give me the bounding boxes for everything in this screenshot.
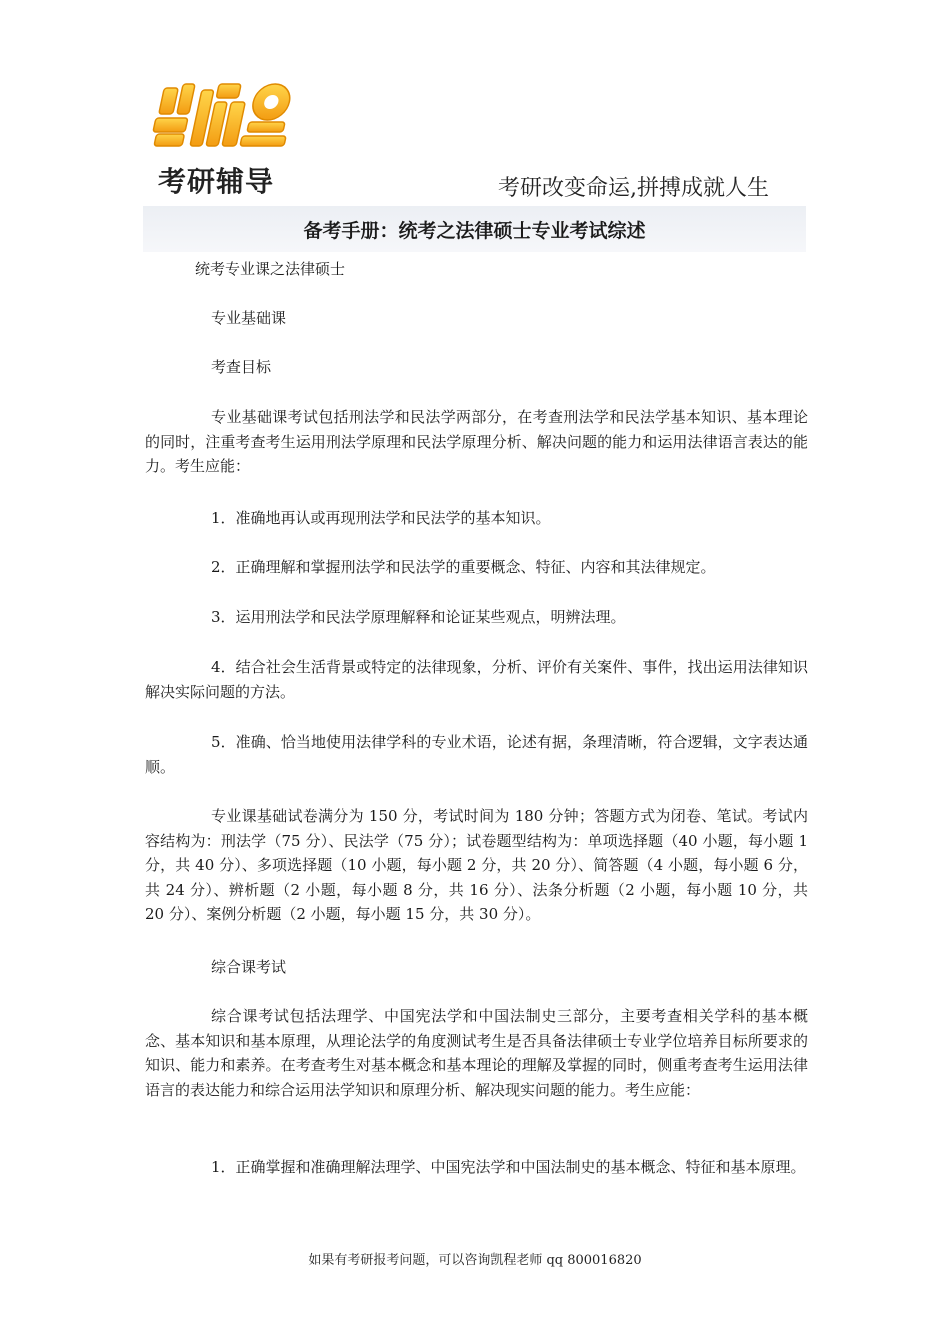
list-item: 4．结合社会生活背景或特定的法律现象，分析、评价有关案件、事件，找出运用法律知识解决实际问题的方法。 [145,658,808,701]
subheading-basic-course: 专业基础课 [211,309,287,327]
header-slogan: 考研改变命运,拼搏成就人生 [498,176,769,201]
document-title: 备考手册：统考之法律硕士专业考试综述 [303,220,646,242]
list-item: 2．正确理解和掌握刑法学和民法学的重要概念、特征、内容和其法律规定。 [211,558,716,576]
list-item: 3．运用刑法学和民法学原理解释和论证某些观点，明辨法理。 [211,608,626,626]
page-footer: 如果有考研报考问题，可以咨询凯程老师 qq 800016820 [308,1253,642,1268]
logo-subtitle: 考研辅导 [158,165,275,198]
paragraph: 专业课基础试卷满分为 150 分，考试时间为 180 分钟；答题方式为闭卷、笔试。考试内容结构为：刑法学（75 分）、民法学（75 分）；试卷题型结构为：单项选择题（40 小题，每小题 1 分，共 40 分）、多项选择题（10 小题，每小题 2 分，共 20 分）、简答题（4 小题，每小题 6 分，共 24 分）、辨析题（2 小题，每小题 8 分，共 16 分）、法条分析题（2 小题，每小题 10 分，共 20 分）、案例分析题（2 小题，每小题 15 分，共 30 分）。 [145,807,808,923]
kaicheng-logo [150,80,310,200]
list-item: 1．正确掌握和准确理解法理学、中国宪法学和中国法制史的基本概念、特征和基本原理。 [211,1158,806,1176]
subheading-objectives: 考查目标 [211,358,272,376]
list-item: 5．准确、恰当地使用法律学科的专业术语，论述有据，条理清晰，符合逻辑，文字表达通顺。 [145,733,808,776]
paragraph: 专业基础课考试包括刑法学和民法学两部分，在考查刑法学和民法学基本知识、基本理论的同时，注重考查考生运用刑法学原理和民法学原理分析、解决问题的能力和运用法律语言表达的能力。考生应能： [145,408,808,475]
paragraph: 综合课考试包括法理学、中国宪法学和中国法制史三部分，主要考查相关学科的基本概念、基本知识和基本原理，从理论法学的角度测试考生是否具备法律硕士专业学位培养目标所要求的知识、能力和素养。在考查考生对基本概念和基本理论的理解及掌握的同时，侧重考查考生运用法律语言的表达能力和综合运用法学知识和原理分析、解决现实问题的能力。考生应能： [145,1007,808,1099]
section-heading: 统考专业课之法律硕士 [195,260,346,278]
logo-mark [150,80,300,152]
list-item: 1．准确地再认或再现刑法学和民法学的基本知识。 [211,509,551,527]
subheading-comprehensive: 综合课考试 [211,958,287,976]
